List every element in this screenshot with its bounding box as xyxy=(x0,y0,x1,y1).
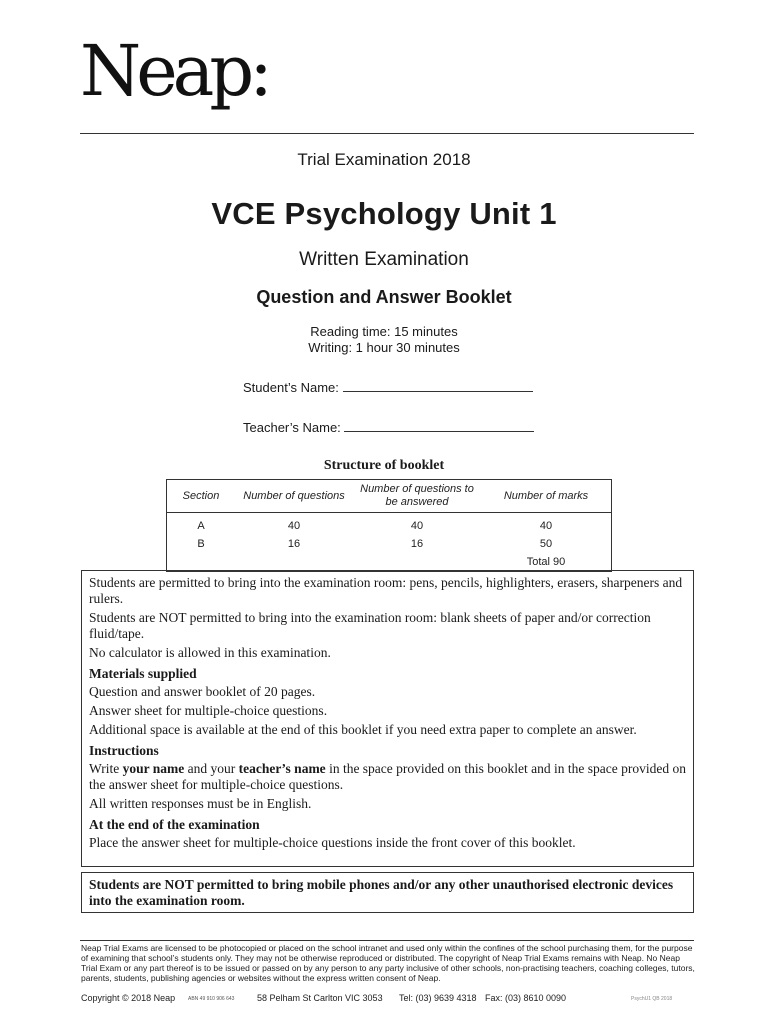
questions-cell: 40 xyxy=(287,520,301,532)
footer-divider xyxy=(80,940,694,941)
material-item: Question and answer booklet of 20 pages. xyxy=(89,684,316,699)
fax: Fax: (03) 8610 0090 xyxy=(485,993,567,1003)
col-number-of-marks: Number of marks xyxy=(481,480,612,513)
col-questions-to-answer: Number of questions to be answered xyxy=(353,480,481,513)
end-of-exam-heading: At the end of the examination xyxy=(89,817,260,832)
writing-time: Writing: 1 hour 30 minutes xyxy=(308,340,460,355)
instruction-english: All written responses must be in English. xyxy=(89,796,312,811)
your-name-emphasis: your name xyxy=(122,761,185,776)
teacher-name-field[interactable] xyxy=(243,419,534,435)
total-row xyxy=(167,553,612,572)
table-row xyxy=(167,535,612,553)
table-row xyxy=(167,513,612,536)
license-notice: Neap Trial Exams are licensed to be photocopied or placed on the school intranet and used only within the confines of the school purchasing them, for the purpose of examining that school’s students only. They may not be otherwise reproduced or distributed. The copyright of Neap Trial Exams remains with Neap. No Neap Trial Exam or any part thereof is to be issued or passed on by any person to any party inclusive of other schools, non-practising teachers, coaching colleges, tutors, parents, students, publishing agencies or websites without the express written consent of Neap. xyxy=(81,943,695,983)
student-name-label: Student’s Name: xyxy=(243,380,339,395)
structure-table xyxy=(166,479,612,572)
col-section: Section xyxy=(167,480,236,513)
trial-examination-label: Trial Examination 2018 xyxy=(297,150,471,169)
teacher-name-label: Teacher’s Name: xyxy=(243,420,341,435)
section-cell: B xyxy=(197,538,205,550)
instructions-heading: Instructions xyxy=(89,743,159,758)
marks-cell: 50 xyxy=(539,538,553,550)
teacher-name-blank[interactable] xyxy=(344,419,534,432)
material-item: Answer sheet for multiple-choice questions. xyxy=(89,703,328,718)
permitted-items: Students are permitted to bring into the examination room: pens, pencils, highlighters, erasers, sharpeners and rulers. xyxy=(89,575,683,606)
section-cell: A xyxy=(197,520,205,532)
structure-header-row xyxy=(167,480,612,513)
instruction-write-names: Write your name and your teacher’s name in the space provided on this booklet and in the space provided on the answer sheet for multiple-choice questions. xyxy=(89,761,686,792)
page-title: VCE Psychology Unit 1 xyxy=(211,196,557,231)
exam-type: Written Examination xyxy=(299,249,469,270)
total-marks: Total 90 xyxy=(526,556,566,568)
header-divider xyxy=(80,133,694,134)
copyright: Copyright © 2018 Neap xyxy=(81,993,176,1003)
material-item: Additional space is available at the end of this booklet if you need extra paper to complete an answer. xyxy=(89,722,637,737)
address: 58 Pelham St Carlton VIC 3053 xyxy=(257,993,383,1003)
document-code: PsychU1 QB 2018 xyxy=(631,996,673,1002)
abn: ABN 49 910 906 643 xyxy=(188,996,235,1002)
answered-cell: 16 xyxy=(410,538,424,550)
materials-heading: Materials supplied xyxy=(89,666,197,681)
reading-time: Reading time: 15 minutes xyxy=(310,324,458,339)
booklet-title: Question and Answer Booklet xyxy=(256,287,512,307)
instructions-box xyxy=(81,570,694,867)
questions-cell: 16 xyxy=(287,538,301,550)
telephone: Tel: (03) 9639 4318 xyxy=(399,993,477,1003)
structure-title: Structure of booklet xyxy=(323,458,445,473)
not-permitted-items: Students are NOT permitted to bring into the examination room: blank sheets of paper and/or correction fluid/tape. xyxy=(89,610,651,641)
teacher-name-emphasis: teacher’s name xyxy=(238,761,326,776)
col-number-of-questions: Number of questions xyxy=(235,480,353,513)
neap-logo: Neap: xyxy=(80,30,268,112)
end-of-exam-text: Place the answer sheet for multiple-choice questions inside the front cover of this booklet. xyxy=(89,835,576,850)
student-name-blank[interactable] xyxy=(343,379,533,392)
student-name-field[interactable] xyxy=(243,379,533,395)
electronic-devices-warning: Students are NOT permitted to bring mobile phones and/or any other unauthorised electronic devices into the examination room. xyxy=(81,872,694,913)
calculator-note: No calculator is allowed in this examination. xyxy=(89,645,331,660)
exam-times xyxy=(0,324,768,356)
answered-cell: 40 xyxy=(410,520,424,532)
publisher-footer xyxy=(81,993,695,1005)
marks-cell: 40 xyxy=(539,520,553,532)
